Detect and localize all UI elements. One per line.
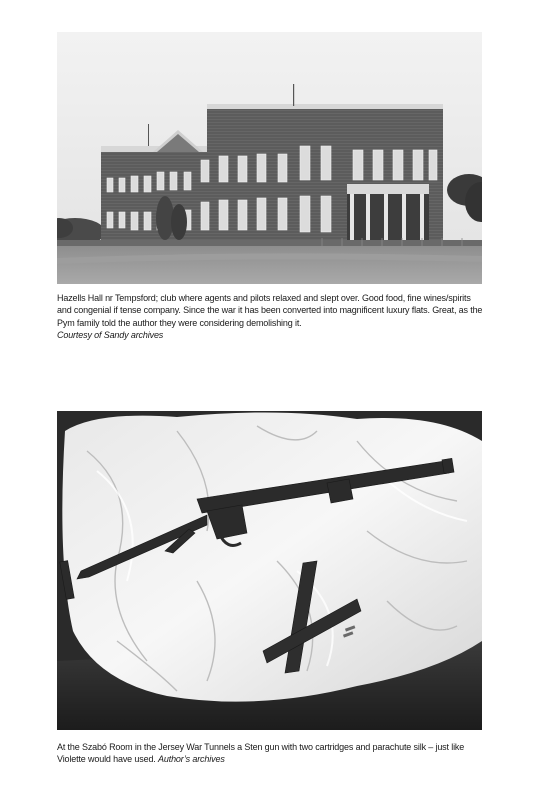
sten-gun-caption [57,741,485,766]
hazells-hall-photo [57,32,482,284]
hazells-hall-image [57,32,482,284]
sten-gun-image [57,411,482,730]
caption-text: Hazells Hall nr Tempsford; club where agents and pilots relaxed and slept over. Good food, fine wines/spirits and congenial if tense company. Since the war it has been converted into magnificent luxury flats. Great, as the Pym family told the author they were considering demolishing it. [57,293,483,328]
hazells-hall-caption [57,292,485,342]
photo-credit: Courtesy of Sandy archives [57,330,164,341]
photo-credit: Author’s archives [158,754,225,765]
caption-text: At the Szabó Room in the Jersey War Tunnels a Sten gun with two cartridges and parachute silk – just like Violette would have used. [57,742,465,765]
sten-gun-photo [57,411,482,730]
